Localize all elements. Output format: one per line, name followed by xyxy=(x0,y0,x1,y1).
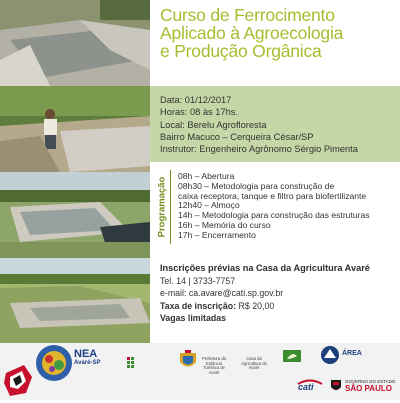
event-location: Local: Berelu Agrofloresta xyxy=(160,119,267,130)
schedule-item: 14h – Metodologia para construção das estruturas xyxy=(178,210,370,221)
title-line: e Produção Orgânica xyxy=(160,41,322,61)
registration-email[interactable]: e-mail: ca.avare@cati.sp.gov.br xyxy=(160,288,284,299)
photo-column xyxy=(0,0,150,343)
course-title xyxy=(160,6,396,60)
governo-sp-logo xyxy=(330,377,396,397)
registration-phone: Tel. 14 | 3733-7757 xyxy=(160,276,236,286)
sao-paulo-map-icon xyxy=(4,363,34,398)
coat-of-arms-icon xyxy=(177,350,199,372)
event-date: Data: 01/12/2017 xyxy=(160,95,232,105)
fee-value: R$ 20,00 xyxy=(236,300,275,311)
cati-text: cati xyxy=(298,382,314,392)
schedule-item: caixa receptora, tanque e filtro para biofertilizante xyxy=(178,190,367,201)
event-instructor: Instrutor: Engenheiro Agrônomo Sérgio Pimenta xyxy=(160,144,358,155)
area-logo xyxy=(320,345,366,369)
photo-concrete-tanks xyxy=(0,0,150,86)
governo-main-text: SÃO PAULO xyxy=(345,384,392,393)
governo-top-text: GOVERNO DO ESTADO xyxy=(345,379,396,384)
if-logo xyxy=(127,357,139,371)
governo-shield-icon xyxy=(330,379,342,393)
cati-logo xyxy=(296,377,326,395)
schedule-label-text: Programação xyxy=(156,176,168,238)
nea-emblem-icon xyxy=(34,343,74,383)
organic-logo xyxy=(283,349,301,361)
coat-of-arms-logo xyxy=(177,350,199,372)
fee-label: Taxa de inscrição: xyxy=(160,300,237,311)
title-line: Curso de Ferrocimento xyxy=(160,5,335,25)
if-grid-icon xyxy=(127,357,139,371)
info-band xyxy=(150,86,400,162)
schedule-list xyxy=(178,172,400,241)
prefeitura-text: Prefeitura da Estância Turística de Avaré xyxy=(202,356,226,375)
event-neighborhood: Bairro Macuco – Cerqueira César/SP xyxy=(160,131,314,142)
schedule-item: 17h – Encerramento xyxy=(178,229,256,240)
photo-worker-tank xyxy=(0,86,150,172)
schedule-item: 08h30 – Metodologia para construção de xyxy=(178,180,335,191)
footer-logos xyxy=(0,343,400,400)
organic-leaf-icon xyxy=(283,350,301,362)
schedule-label xyxy=(152,170,172,244)
nea-title: NEA xyxy=(74,348,98,360)
schedule-item: 12h40 – Almoço xyxy=(178,200,240,211)
registration-title: Inscrições prévias na Casa da Agricultura Avaré xyxy=(160,263,370,273)
registration-section xyxy=(160,262,396,325)
nea-logo xyxy=(34,343,124,383)
event-hours: Horas: 08 às 17hs. xyxy=(160,107,239,118)
photo-field-structure xyxy=(0,258,150,343)
title-line: Aplicado à Agroecologia xyxy=(160,23,344,43)
casa-agricultura-text: Casa da Agricultura de Avaré xyxy=(241,356,267,371)
schedule-item: 08h – Abertura xyxy=(178,171,235,181)
schedule-divider xyxy=(170,170,171,244)
nea-subtitle: Avaré-SP xyxy=(74,360,101,366)
event-info xyxy=(160,94,398,155)
area-emblem-icon xyxy=(320,345,340,365)
schedule-item: 16h – Memória do curso xyxy=(178,219,271,230)
registration-fee xyxy=(160,300,396,312)
schedule-section xyxy=(150,166,400,246)
limited-spots: Vagas limitadas xyxy=(160,313,227,324)
area-text: ÁREA xyxy=(342,350,362,357)
sao-paulo-map-logo xyxy=(4,363,34,398)
photo-tank-field xyxy=(0,172,150,258)
